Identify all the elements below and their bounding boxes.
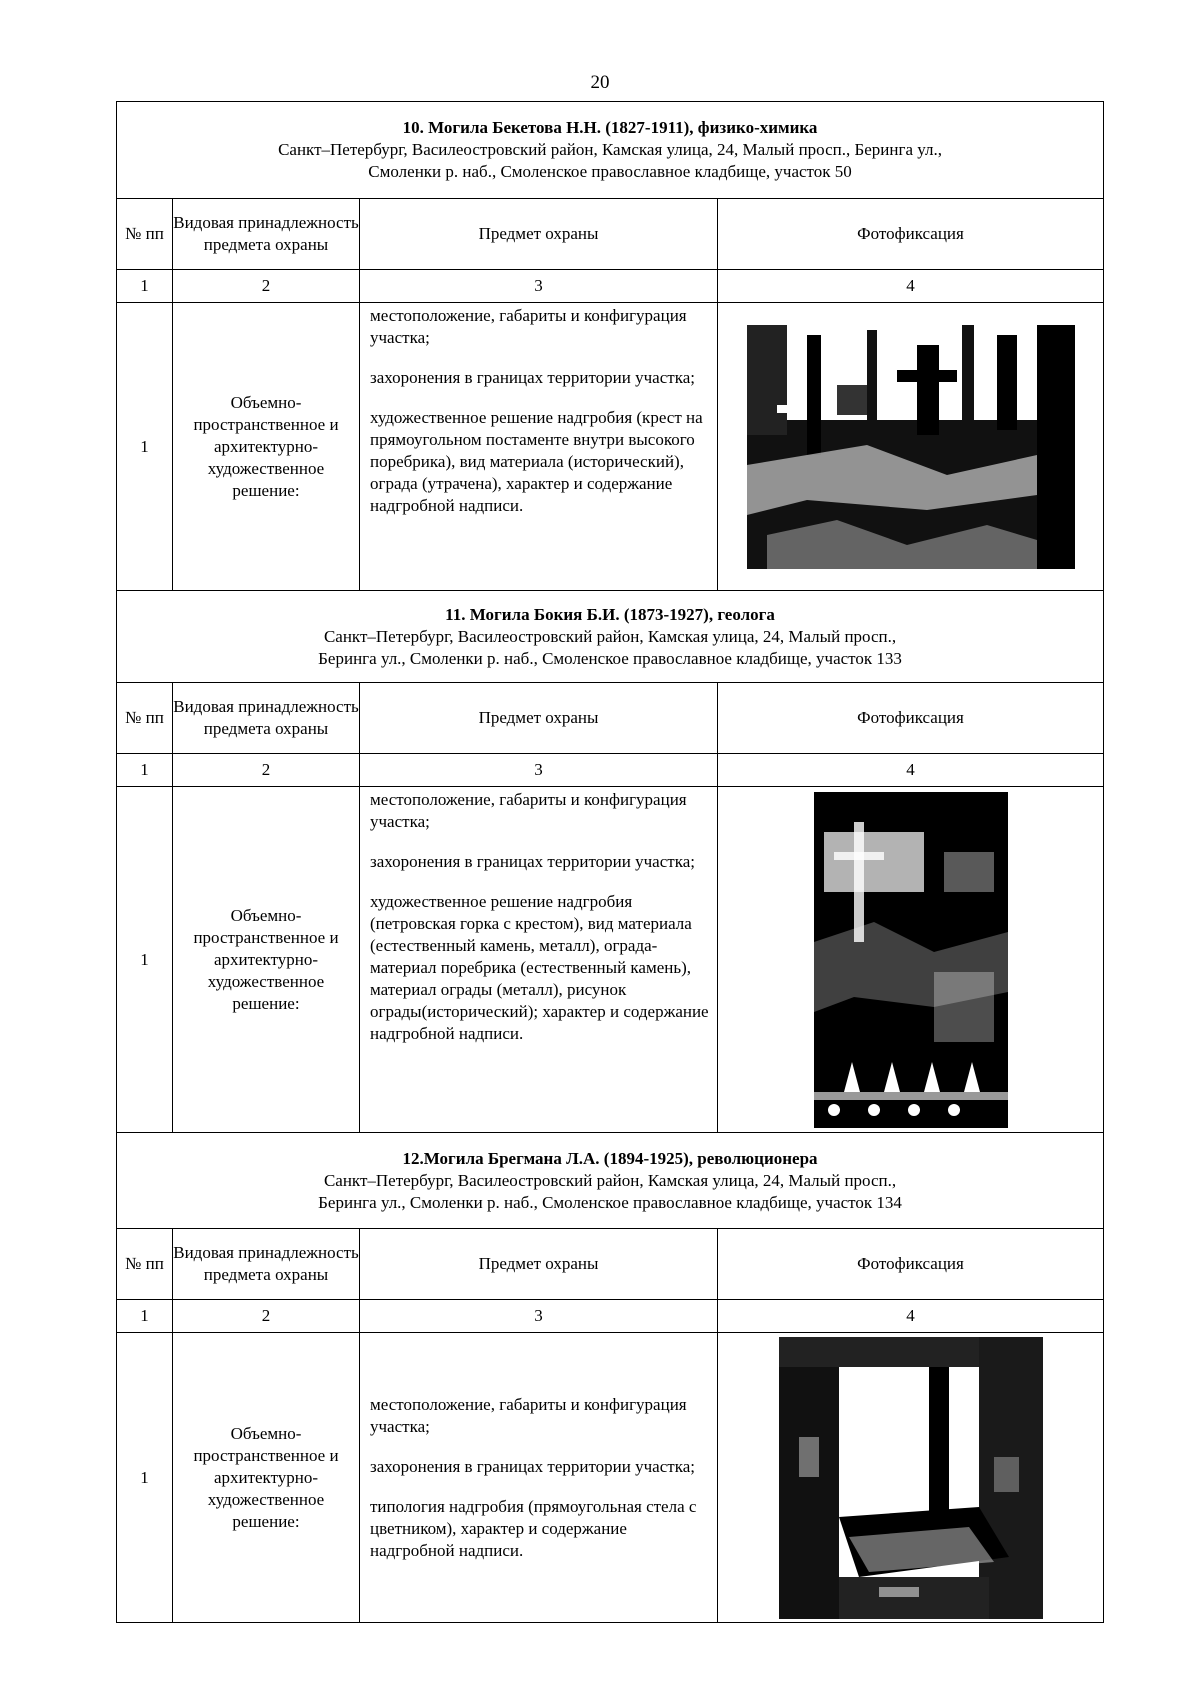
column-header-row xyxy=(117,683,1104,754)
header-subject: Предмет охраны xyxy=(360,1229,718,1300)
section-title-row xyxy=(117,1133,1104,1229)
header-kind: Видовая принадлежность предмета охраны xyxy=(173,683,360,754)
col-number: 2 xyxy=(173,1300,360,1333)
col-number: 1 xyxy=(117,754,173,787)
col-number: 3 xyxy=(360,270,718,303)
grave-address-line: Смоленки р. наб., Смоленское православное кладбище, участок 50 xyxy=(368,162,852,181)
column-number-row xyxy=(117,1300,1104,1333)
subject-item: захоронения в границах территории участка; xyxy=(370,852,695,871)
header-num: № пп xyxy=(117,199,173,270)
column-number-row xyxy=(117,270,1104,303)
col-number: 2 xyxy=(173,270,360,303)
grave-address-line: Беринга ул., Смоленки р. наб., Смоленское православное кладбище, участок 134 xyxy=(318,1192,902,1212)
col-number: 3 xyxy=(360,1300,718,1333)
grave-photo xyxy=(779,1337,1043,1619)
photo-cell xyxy=(718,303,1104,591)
header-subject: Предмет охраны xyxy=(360,199,718,270)
grave-address-line: Санкт–Петербург, Василеостровский район, Камская улица, 24, Малый просп., xyxy=(323,1170,897,1190)
grave-title: 10. Могила Бекетова Н.Н. (1827-1911), физико-химика xyxy=(402,118,818,137)
grave-photo xyxy=(747,325,1075,569)
subject-cell xyxy=(360,303,718,591)
section-title xyxy=(117,102,1104,199)
section-title-row xyxy=(117,591,1104,683)
photo-cell xyxy=(718,1333,1104,1623)
grave-address-line: Санкт–Петербург, Василеостровский район, Камская улица, 24, Малый просп., xyxy=(323,626,897,646)
photo-cell xyxy=(718,787,1104,1133)
grave-photo xyxy=(814,792,1008,1128)
header-num: № пп xyxy=(117,1229,173,1300)
subject-cell xyxy=(360,787,718,1133)
header-photo: Фотофиксация xyxy=(718,683,1104,754)
col-number: 4 xyxy=(718,1300,1104,1333)
grave-title: 11. Могила Бокия Б.И. (1873-1927), геолога xyxy=(445,604,775,624)
header-photo: Фотофиксация xyxy=(718,199,1104,270)
row-number: 1 xyxy=(117,303,173,591)
section-title xyxy=(117,1133,1104,1229)
section-title xyxy=(117,591,1104,683)
row-number: 1 xyxy=(117,787,173,1133)
grave-address-line: Беринга ул., Смоленки р. наб., Смоленское православное кладбище, участок 133 xyxy=(318,648,902,668)
kind-cell: Объемно-пространственное и архитектурно-художественное решение: xyxy=(173,787,360,1133)
kind-cell: Объемно-пространственное и архитектурно-художественное решение: xyxy=(173,1333,360,1623)
table-row xyxy=(117,303,1104,591)
subject-item: художественное решение надгробия (петровская горка с крестом), вид материала (естественный камень, металл), ограда- материал поребрика (естественный камень), материал ограды (металл), рисунок ограды(исторический); характер и содержание надгробной надписи. xyxy=(370,892,709,1043)
col-number: 3 xyxy=(360,754,718,787)
col-number: 4 xyxy=(718,270,1104,303)
column-header-row xyxy=(117,1229,1104,1300)
row-number: 1 xyxy=(117,1333,173,1623)
header-subject: Предмет охраны xyxy=(360,683,718,754)
subject-item: местоположение, габариты и конфигурация участка; xyxy=(370,306,687,347)
col-number: 2 xyxy=(173,754,360,787)
column-number-row xyxy=(117,754,1104,787)
kind-cell: Объемно-пространственное и архитектурно-художественное решение: xyxy=(173,303,360,591)
grave-title: 12.Могила Брегмана Л.А. (1894-1925), революционера xyxy=(402,1148,818,1168)
table-row xyxy=(117,787,1104,1133)
header-photo: Фотофиксация xyxy=(718,1229,1104,1300)
header-num: № пп xyxy=(117,683,173,754)
subject-item: захоронения в границах территории участка; xyxy=(370,368,695,387)
page-number: 20 xyxy=(590,72,610,93)
grave-address-line: Санкт–Петербург, Василеостровский район, Камская улица, 24, Малый просп., Беринга ул., xyxy=(278,140,942,159)
subject-item: типология надгробия (прямоугольная стела с цветником), характер и содержание надгробной надписи. xyxy=(370,1496,697,1560)
header-kind: Видовая принадлежность предмета охраны xyxy=(173,199,360,270)
col-number: 1 xyxy=(117,270,173,303)
subject-item: художественное решение надгробия (крест на прямоугольном постаменте внутри высокого поребрика), вид материала (исторический), ограда (утрачена), характер и содержание надгробной надписи. xyxy=(370,408,703,515)
subject-item: местоположение, габариты и конфигурация участка; xyxy=(370,790,687,831)
subject-item: захоронения в границах территории участка; xyxy=(370,1456,695,1476)
column-header-row xyxy=(117,199,1104,270)
col-number: 1 xyxy=(117,1300,173,1333)
table-row xyxy=(117,1333,1104,1623)
section-title-row xyxy=(117,102,1104,199)
protection-table xyxy=(116,101,1104,1623)
col-number: 4 xyxy=(718,754,1104,787)
header-kind: Видовая принадлежность предмета охраны xyxy=(173,1229,360,1300)
subject-cell xyxy=(360,1333,718,1623)
subject-item: местоположение, габариты и конфигурация участка; xyxy=(370,1394,687,1436)
